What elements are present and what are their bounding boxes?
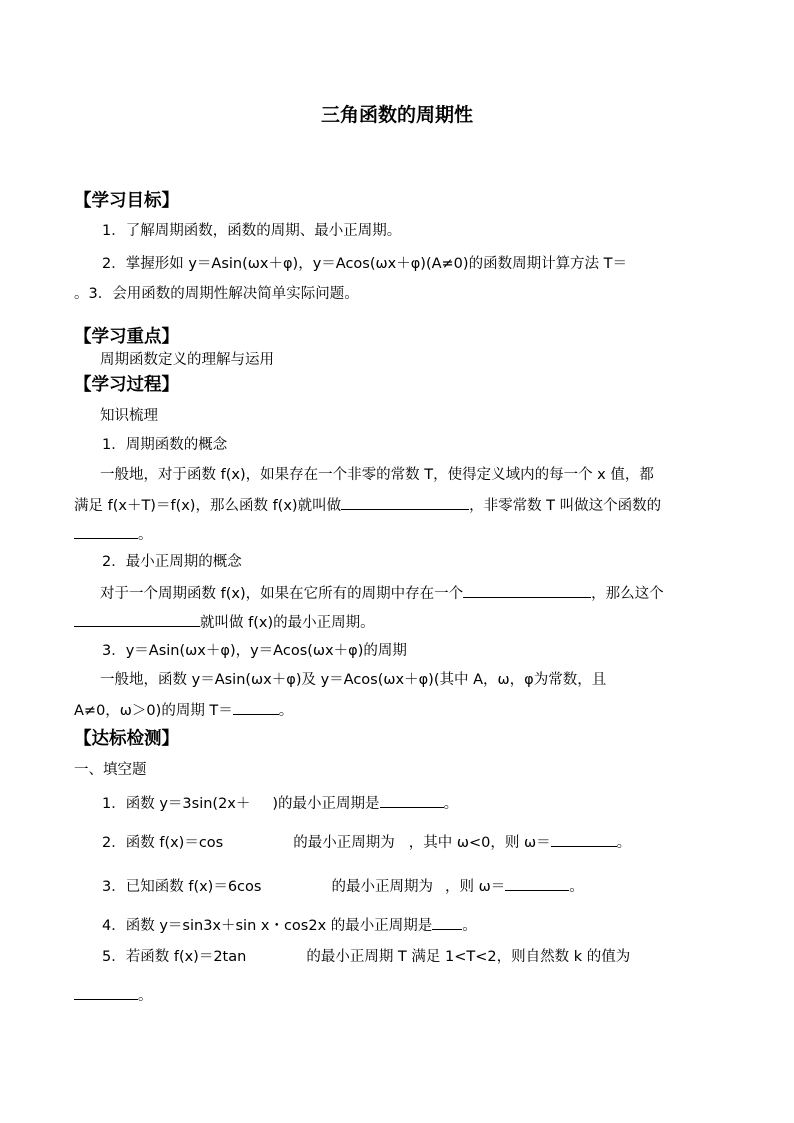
q3-text-a: 3．已知函数 f(x)＝6cos xyxy=(102,879,262,895)
q1-text-b: )的最小正周期是 xyxy=(272,796,380,812)
q3-text-c: ，则 ω＝ xyxy=(444,879,506,895)
p2-line-1-text-b: ，那么这个 xyxy=(591,586,664,602)
q1-text-a: 1．函数 y＝3sin(2x＋ xyxy=(102,796,251,812)
q5-answer-blank[interactable] xyxy=(74,984,138,1000)
blank-period[interactable] xyxy=(74,523,138,539)
q2-text-b: 的最小正周期为 xyxy=(293,835,395,851)
q3-text-b: 的最小正周期为 xyxy=(331,879,433,895)
p1-line-2-text-b: ，非零常数 T 叫做这个函数的 xyxy=(469,498,662,514)
q3-answer-blank[interactable] xyxy=(505,875,569,891)
section-2-title: 2．最小正周期的概念 xyxy=(102,554,242,570)
question-5 xyxy=(102,947,630,967)
page-title: 三角函数的周期性 xyxy=(320,104,473,126)
p3-line-2 xyxy=(74,699,293,721)
p3-line-2-text-b: 。 xyxy=(278,703,294,719)
goal-2: 2．掌握形如 y＝Asin(ωx＋φ)，y＝Acos(ωx＋φ)(A≠0)的函数周期计算方法 T＝ xyxy=(102,256,628,272)
focus-heading: 【学习重点】 xyxy=(74,327,179,347)
p1-line-1: 一般地，对于函数 f(x)，如果存在一个非零的常数 T，使得定义域内的每一个 x 值，都 xyxy=(100,467,654,483)
knowledge-label: 知识梳理 xyxy=(100,408,158,424)
blank-period-formula[interactable] xyxy=(233,699,279,715)
question-4 xyxy=(102,914,477,936)
p3-line-1: 一般地，函数 y＝Asin(ωx＋φ)及 y＝Acos(ωx＋φ)(其中 A，ω，φ为常数，且 xyxy=(100,672,607,688)
blank-smallest-positive[interactable] xyxy=(463,582,591,598)
question-3 xyxy=(102,875,584,897)
section-3-title: 3．y＝Asin(ωx＋φ)，y＝Acos(ωx＋φ)的周期 xyxy=(102,643,407,659)
blank-smallest-number[interactable] xyxy=(74,611,200,627)
q5-text-c: 。 xyxy=(138,988,153,1004)
p1-line-3 xyxy=(74,523,153,545)
question-1 xyxy=(102,792,458,814)
q1-answer-blank[interactable] xyxy=(380,792,444,808)
q4-text-b: 。 xyxy=(462,918,477,934)
focus-text: 周期函数定义的理解与运用 xyxy=(100,352,274,368)
goal-1: 1．了解周期函数，函数的周期、最小正周期。 xyxy=(102,223,402,239)
q2-text-d: 。 xyxy=(616,835,632,851)
q5-text-a: 5．若函数 f(x)＝2tan xyxy=(102,949,247,965)
p2-line-2 xyxy=(74,611,375,633)
p2-line-2-text: 就叫做 f(x)的最小正周期。 xyxy=(200,615,375,631)
q3-text-d: 。 xyxy=(569,879,584,895)
q2-text-c: ，其中 ω<0，则 ω＝ xyxy=(408,835,551,851)
goal-3: 。3．会用函数的周期性解决简单实际问题。 xyxy=(74,286,359,302)
p1-line-2 xyxy=(74,494,661,516)
p2-line-1 xyxy=(100,582,664,604)
check-heading: 【达标检测】 xyxy=(74,729,179,749)
p1-line-2-text-a: 满足 f(x＋T)＝f(x)，那么函数 f(x)就叫做 xyxy=(74,498,342,514)
p2-line-1-text-a: 对于一个周期函数 f(x)，如果在它所有的周期中存在一个 xyxy=(100,586,464,602)
p1-line-3-text: 。 xyxy=(138,527,153,543)
question-5-answer-line xyxy=(74,984,153,1006)
process-heading: 【学习过程】 xyxy=(74,375,179,395)
q4-answer-blank[interactable] xyxy=(432,914,462,930)
q2-text-a: 2．函数 f(x)＝cos xyxy=(102,835,224,851)
q2-answer-blank[interactable] xyxy=(551,831,617,847)
goals-heading: 【学习目标】 xyxy=(74,191,179,211)
question-2 xyxy=(102,831,631,853)
section-1-title: 1．周期函数的概念 xyxy=(102,437,228,453)
blank-periodic-function[interactable] xyxy=(341,494,469,510)
q4-text-a: 4．函数 y＝sin3x＋sin x・cos2x 的最小正周期是 xyxy=(102,918,433,934)
q5-text-b: 的最小正周期 T 满足 1<T<2，则自然数 k 的值为 xyxy=(306,949,631,965)
q1-text-c: 。 xyxy=(443,796,459,812)
p3-line-2-text-a: A≠0，ω＞0)的周期 T＝ xyxy=(74,703,233,719)
fill-heading: 一、填空题 xyxy=(74,762,147,778)
